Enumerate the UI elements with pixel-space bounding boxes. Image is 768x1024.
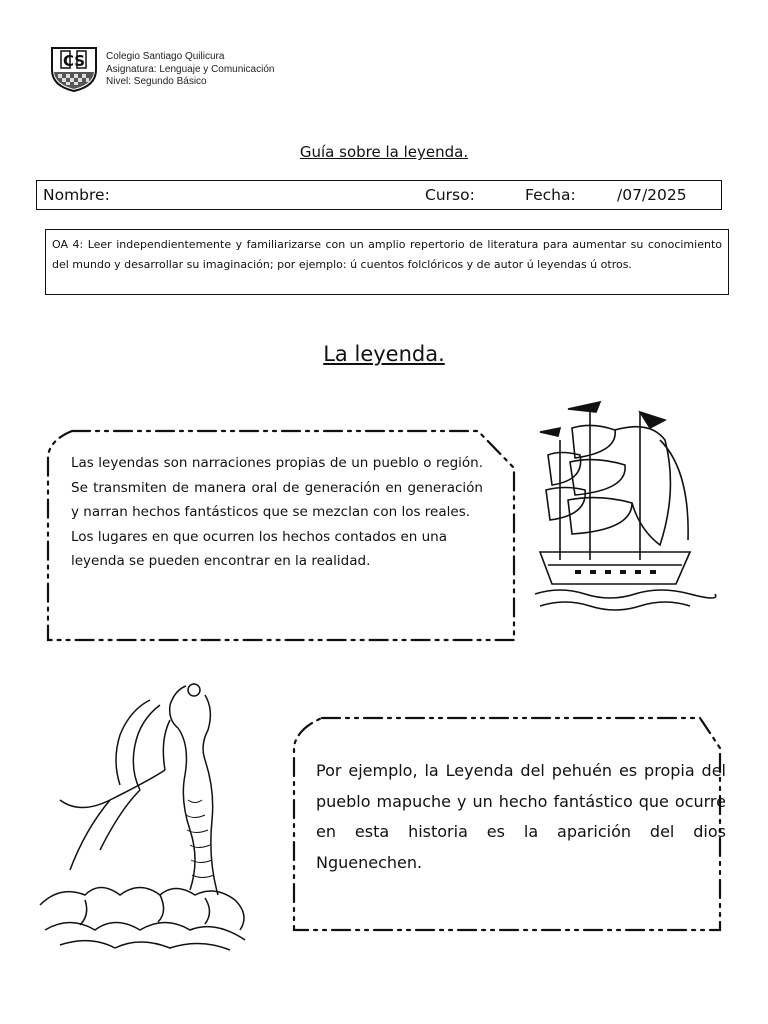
definition-paragraph-1: Las leyendas son narraciones propias de un pueblo o región. Se transmiten de manera oral de generación en generación y narran hechos fantásticos que se mezclan con los reales. xyxy=(71,455,483,521)
example-text: Por ejemplo, la Leyenda del pehuén es propia del pueblo mapuche y un hecho fantástico que ocurre en esta historia es la aparición del dios Nguenechen. xyxy=(316,761,726,872)
definition-paragraph-2: Los lugares en que ocurren los hechos contados en una leyenda se pueden encontrar en la realidad. xyxy=(71,528,447,570)
level: Nivel: Segundo Básico xyxy=(106,76,207,87)
guide-title: Guía sobre la leyenda. xyxy=(299,143,469,161)
mermaid-icon xyxy=(40,684,245,950)
objective-text: Leer independientemente y familiarizarse con un amplio repertorio de literatura para aumentar su conocimiento del mundo y desarrollar su imaginación; por ejemplo: ú cuentos folclóricos y de autor ú leyendas ú otros. xyxy=(52,238,722,271)
subject: Asignatura: Lenguaje y Comunicación xyxy=(106,63,275,75)
school-name: Colegio Santiago Quilicura xyxy=(106,51,225,62)
objective-label: OA 4: xyxy=(52,238,84,251)
definition-text xyxy=(71,451,483,574)
main-title: La leyenda. xyxy=(323,342,445,366)
name-label: Nombre: xyxy=(43,186,110,204)
ship-icon xyxy=(535,402,716,610)
date-label: Fecha: xyxy=(525,186,576,204)
svg-text:CS: CS xyxy=(62,52,86,70)
course-label: Curso: xyxy=(425,186,475,204)
date-value: /07/2025 xyxy=(617,186,687,204)
